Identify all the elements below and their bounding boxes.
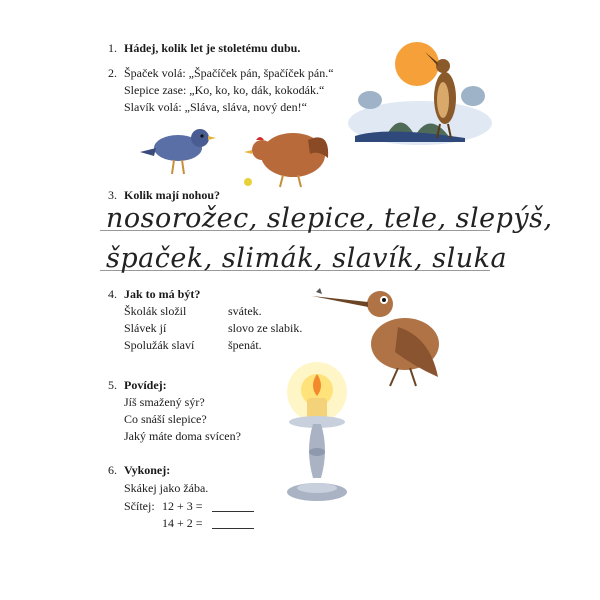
ex3-title: Kolik mají nohou? (124, 188, 221, 202)
cursive-line-2: špaček, slimák, slavík, sluka (106, 243, 508, 274)
singing-bird-illustration (345, 38, 495, 148)
answer-blank-1[interactable] (212, 501, 254, 512)
ex5-line-2: Co snáší slepice? (124, 412, 207, 426)
ex5-number: 5. (108, 378, 117, 392)
ex2-line-1: Špaček volá: „Špačíček pán, špačíček pán.“ (124, 66, 334, 80)
ex4-right-2: slovo ze slabik. (228, 321, 303, 335)
cursive-line-1: nosorožec, slepice, tele, slepýš, (106, 203, 553, 234)
ex6-title: Vykonej: (124, 463, 171, 477)
ex6-line-1: Skákej jako žába. (124, 481, 209, 495)
ex2-line-2: Slepice zase: „Ko, ko, ko, dák, kokodák.“ (124, 83, 325, 97)
ex4-right-1: svátek. (228, 304, 262, 318)
ex1-text: Hádej, kolik let je stoletému dubu. (124, 41, 301, 55)
ex4-right-3: špenát. (228, 338, 262, 352)
ex6-sum-label: Sčítej: (124, 499, 155, 513)
ex4-title: Jak to má být? (124, 287, 201, 301)
ex2-number: 2. (108, 66, 117, 80)
answer-blank-2[interactable] (212, 518, 254, 529)
ex5-line-1: Jíš smažený sýr? (124, 395, 205, 409)
blue-bird-illustration (138, 118, 218, 178)
ex6-number: 6. (108, 463, 117, 477)
ex3-number: 3. (108, 188, 117, 202)
ex5-line-3: Jaký máte doma svícen? (124, 429, 241, 443)
ex4-left-3: Spolužák slaví (124, 338, 195, 352)
ex6-sum-2: 14 + 2 = (162, 516, 203, 530)
ex4-number: 4. (108, 287, 117, 301)
ex4-left-1: Školák složil (124, 304, 187, 318)
ex4-left-2: Slávek jí (124, 321, 167, 335)
ex1-number: 1. (108, 41, 117, 55)
candlestick-illustration (275, 360, 365, 510)
ex5-title: Povídej: (124, 378, 167, 392)
hen-illustration (238, 120, 333, 190)
ex6-sum-1: 12 + 3 = (162, 499, 203, 513)
ex2-line-3: Slavík volá: „Sláva, sláva, nový den!“ (124, 100, 307, 114)
